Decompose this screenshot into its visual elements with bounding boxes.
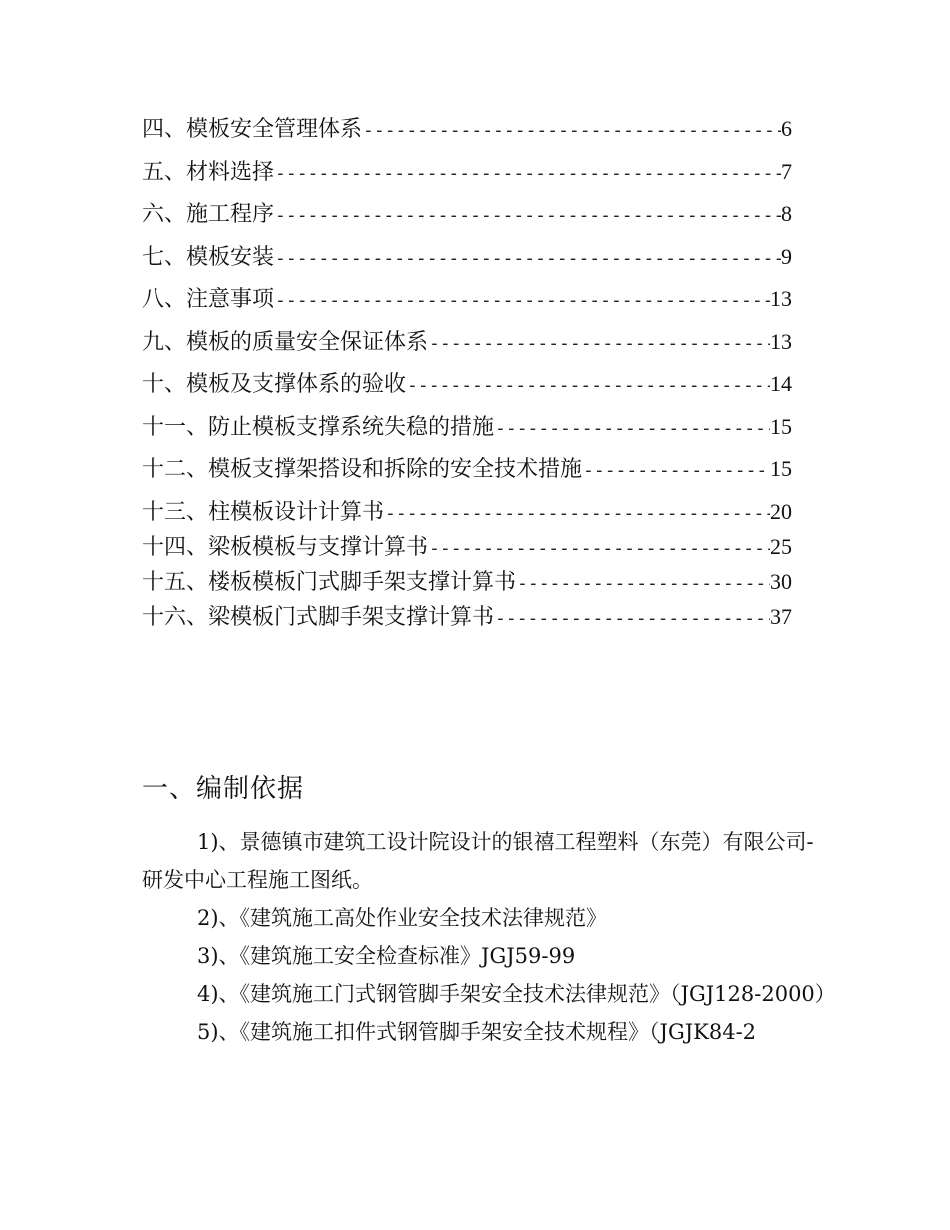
toc-leader: [582, 460, 770, 481]
toc-entry-page: 6: [781, 116, 792, 141]
toc-entry-label: 十、模板及支撑体系的验收: [142, 372, 407, 397]
toc-entry[interactable]: [142, 197, 792, 240]
toc-entry-page: 13: [770, 328, 792, 354]
paragraph: 3)、《建筑施工安全检查标准》JGJ59-99: [197, 944, 576, 968]
toc-leader: [362, 120, 781, 141]
toc-entry[interactable]: [142, 240, 792, 283]
toc-entry-page: 15: [770, 456, 792, 481]
toc-entry[interactable]: [142, 367, 792, 410]
toc-entry-label: 八、注意事项: [142, 287, 275, 312]
toc-entry[interactable]: [142, 600, 792, 635]
toc-leader: [274, 290, 770, 311]
toc-leader: [428, 538, 770, 559]
toc-entry-label: 十三、柱模板设计计算书: [142, 499, 385, 525]
toc-entry[interactable]: [142, 410, 792, 453]
table-of-contents: [142, 112, 792, 635]
toc-leader: [274, 248, 781, 269]
toc-entry-label: 十四、梁板模板与支撑计算书: [142, 534, 429, 560]
toc-leader: [384, 503, 770, 524]
toc-entry[interactable]: [142, 112, 792, 155]
toc-entry-label: 五、材料选择: [142, 159, 275, 185]
toc-leader: [428, 333, 770, 354]
toc-entry[interactable]: [142, 452, 792, 495]
toc-entry-page: 20: [770, 498, 792, 524]
compilation-basis-section: [142, 768, 836, 1051]
paragraph: 5)、《建筑施工扣件式钢管脚手架安全技术规程》（JGJK84-2: [197, 1020, 757, 1044]
toc-entry-label: 十二、模板支撑架搭设和拆除的安全技术措施: [142, 457, 583, 482]
toc-entry-label: 九、模板的质量安全保证体系: [142, 329, 429, 355]
toc-entry[interactable]: [142, 495, 792, 530]
toc-entry-label: 十六、梁模板门式脚手架支撑计算书: [142, 604, 495, 630]
toc-leader: [406, 375, 770, 396]
toc-entry[interactable]: [142, 325, 792, 368]
toc-entry-label: 七、模板安装: [142, 244, 275, 270]
toc-entry-page: 8: [781, 201, 792, 226]
paragraph: 2)、《建筑施工高处作业安全技术法律规范》: [197, 906, 608, 930]
toc-entry-page: 37: [770, 603, 792, 629]
toc-entry-page: 15: [770, 413, 792, 439]
toc-entry[interactable]: [142, 155, 792, 198]
toc-entry[interactable]: [142, 530, 792, 565]
paragraph: 1)、景德镇市建筑工设计院设计的银禧工程塑料（东莞）有限公司-研发中心工程施工图纸。: [142, 830, 814, 892]
toc-entry-page: 14: [770, 371, 792, 396]
toc-entry-label: 十一、防止模板支撑系统失稳的措施: [142, 414, 495, 440]
toc-leader: [274, 205, 781, 226]
toc-entry-label: 十五、楼板模板门式脚手架支撑计算书: [142, 569, 517, 595]
toc-entry-page: 13: [770, 286, 792, 311]
toc-leader: [494, 608, 770, 629]
toc-entry[interactable]: [142, 565, 792, 600]
toc-entry-label: 六、施工程序: [142, 202, 275, 227]
toc-entry[interactable]: [142, 282, 792, 325]
toc-entry-label: 四、模板安全管理体系: [142, 117, 363, 142]
toc-entry-page: 9: [781, 243, 792, 269]
toc-leader: [494, 418, 770, 439]
toc-entry-page: 30: [770, 568, 792, 594]
toc-leader: [516, 573, 770, 594]
paragraph: 4)、《建筑施工门式钢管脚手架安全技术法律规范》（JGJ128-2000）: [197, 982, 836, 1006]
section-heading: 一、编制依据: [142, 774, 305, 804]
toc-entry-page: 25: [770, 533, 792, 559]
toc-entry-page: 7: [781, 158, 792, 184]
toc-leader: [274, 163, 781, 184]
